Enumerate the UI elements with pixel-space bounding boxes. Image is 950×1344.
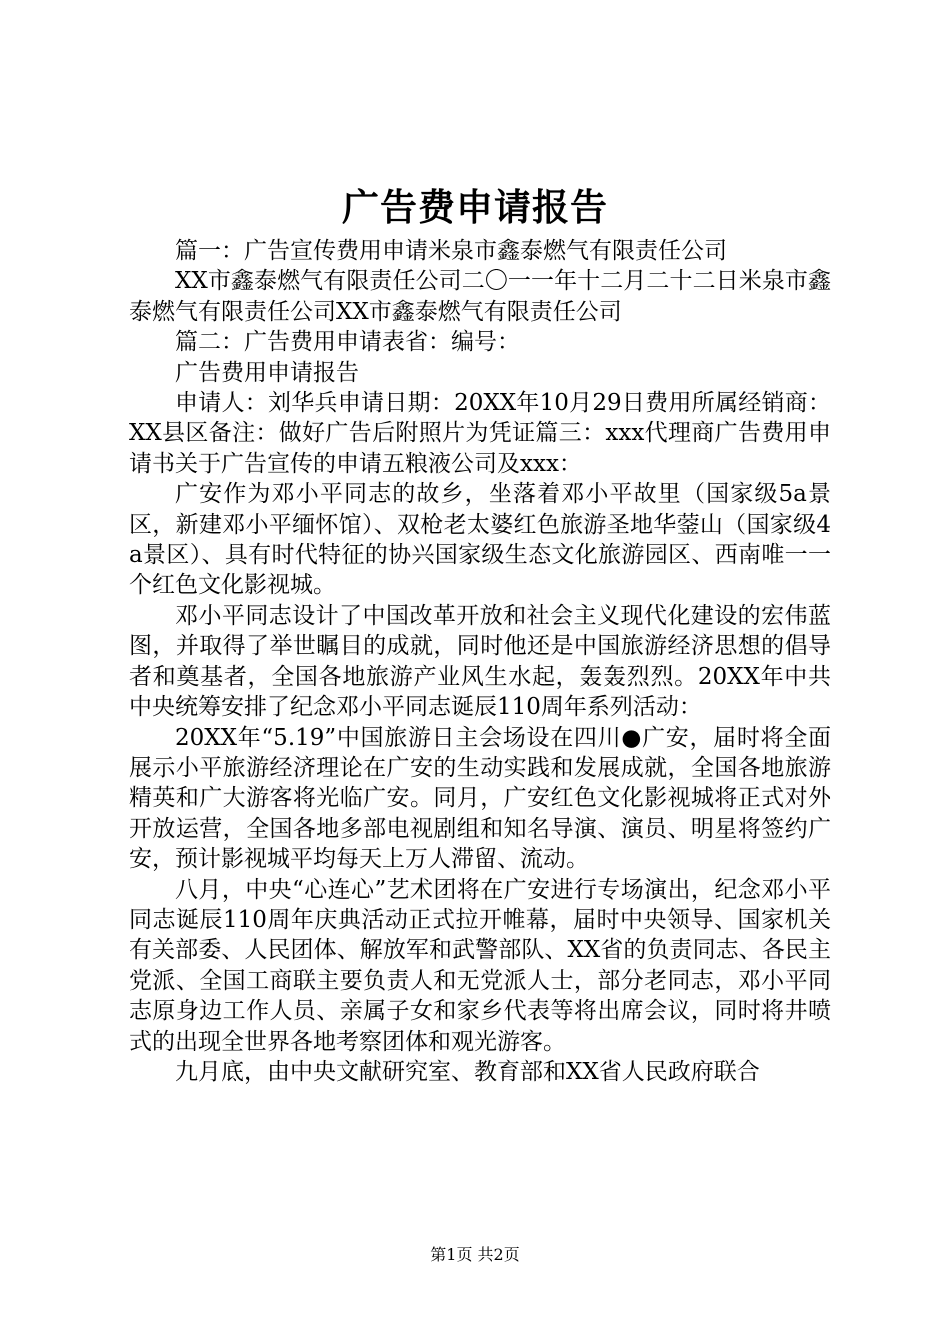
paragraph-10: 九月底，由中央文献研究室、教育部和XX省人民政府联合	[175, 1058, 760, 1085]
paragraph-8: 20XX年“5.19”中国旅游日主会场设在四川●广安，届时将全面展示小平旅游经济理论在广安的生动实践和发展成就，全国各地旅游精英和广大游客将光临广安。同月，广安红色文化影视城将正式对外开放运营，全国各地多部电视剧组和知名导演、演员、明星将签约广安，预计影视城平均每天上万人滞留、流动。	[129, 724, 831, 873]
paragraph-5: 申请人：刘华兵申请日期：20XX年10月29日费用所属经销商：XX县区备注：做好广告后附照片为凭证篇三：xxx代理商广告费用申请书关于广告宣传的申请五粮液公司及xxx：	[129, 390, 831, 477]
paragraph-1: 篇一：广告宣传费用申请米泉市鑫泰燃气有限责任公司	[175, 238, 727, 264]
document-title: 广告费申请报告	[342, 185, 608, 229]
paragraph-4: 广告费用申请报告	[175, 359, 359, 386]
page-footer: 第1页 共2页	[430, 1245, 520, 1264]
paragraph-7: 邓小平同志设计了中国改革开放和社会主义现代化建设的宏伟蓝图，并取得了举世瞩目的成就，同时他还是中国旅游经济思想的倡导者和奠基者，全国各地旅游产业风生水起，轰轰烈烈。20XX年中共中央统筹安排了纪念邓小平同志诞辰110周年系列活动：	[129, 602, 831, 721]
paragraph-9: 八月，中央“心连心”艺术团将在广安进行专场演出，纪念邓小平同志诞辰110周年庆典活动正式拉开帷幕，届时中央领导、国家机关有关部委、人民团体、解放军和武警部队、XX省的负责同志、各民主党派、全国工商联主要负责人和无党派人士，部分老同志，邓小平同志原身边工作人员、亲属子女和家乡代表等将出席会议，同时将井喷式的出现全世界各地考察团体和观光游客。	[129, 876, 831, 1055]
document-body	[129, 236, 831, 1087]
paragraph-6: 广安作为邓小平同志的故乡，坐落着邓小平故里（国家级5a景区，新建邓小平缅怀馆）、双枪老太婆红色旅游圣地华蓥山（国家级4a景区）、具有时代特征的协兴国家级生态文化旅游园区、西南唯一一个红色文化影视城。	[129, 481, 831, 599]
paragraph-2: XX市鑫泰燃气有限责任公司二〇一一年十二月二十二日米泉市鑫泰燃气有限责任公司XX市鑫泰燃气有限责任公司	[129, 268, 831, 325]
paragraph-3: 篇二：广告费用申请表省：编号：	[175, 329, 520, 356]
